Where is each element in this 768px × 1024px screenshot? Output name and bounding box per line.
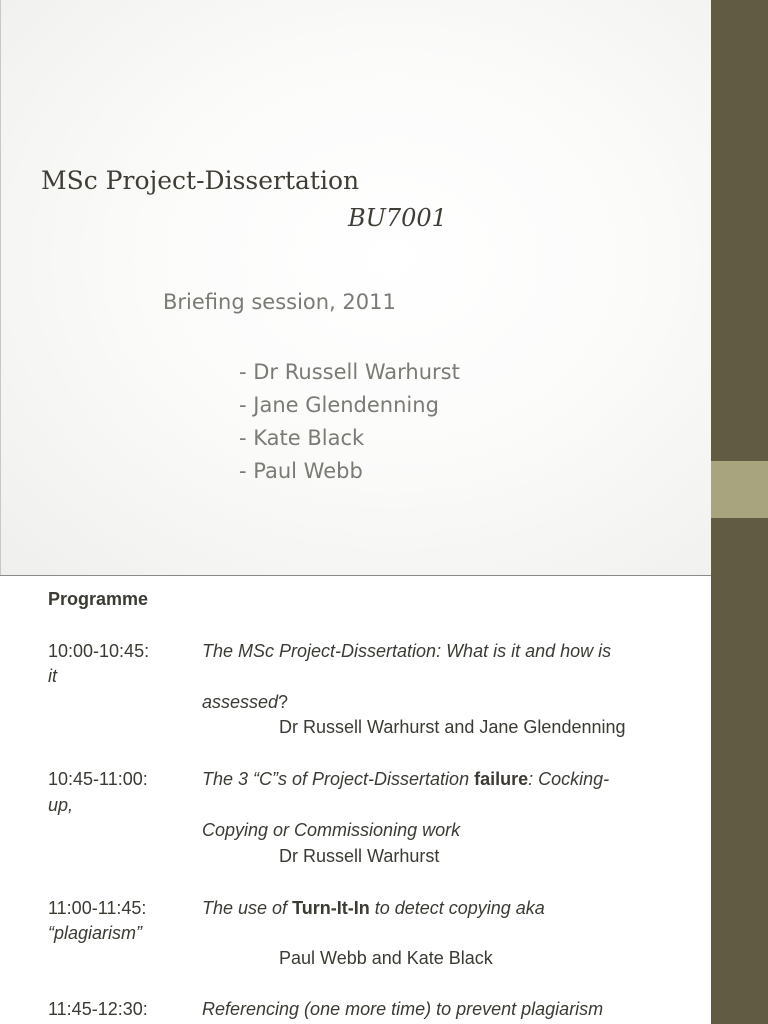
programme-title-cont-text: assessed [202, 692, 279, 712]
programme-time: 11:45-12:30: [48, 999, 148, 1019]
programme-title [202, 897, 545, 919]
programme-presenters: Dr Russell Warhurst and Jane Glendenning [279, 717, 626, 737]
programme-time: 10:00-10:45: [48, 641, 150, 661]
side-decor-accent [711, 461, 768, 518]
course-code: BU7001 [348, 204, 447, 232]
programme-title: The MSc Project-Dissertation: What is it and how is [202, 641, 612, 661]
programme-presenters: Paul Webb and Kate Black [279, 948, 493, 968]
programme-title-post: : Cocking- [528, 769, 610, 789]
programme-presenters: Dr Russell Warhurst [279, 846, 440, 866]
programme-title-pre: The 3 “C”s of Project-Dissertation [202, 769, 475, 789]
programme-title-bold: failure [474, 769, 529, 789]
programme-title-cont: Copying or Commissioning work [202, 820, 461, 840]
programme-title-bold: Turn-It-In [292, 898, 370, 918]
programme-title-pre: The use of [202, 898, 293, 918]
programme-title-post: to detect copying aka [369, 898, 545, 918]
programme-heading: Programme [48, 589, 149, 609]
slide-subtitle: Briefing session, 2011 [163, 290, 396, 314]
programme-title [202, 768, 609, 790]
programme-title-wrap: it [48, 666, 57, 686]
programme-title: Referencing (one more time) to prevent plagiarism [202, 999, 604, 1019]
slide-title: MSc Project-Dissertation [41, 166, 360, 195]
programme-title-cont-tail: ? [278, 692, 289, 712]
presenter-list [239, 356, 460, 488]
programme-time: 10:45-11:00: [48, 769, 148, 789]
presenter-item: - Paul Webb [239, 459, 363, 483]
presenter-item: - Jane Glendenning [239, 393, 439, 417]
programme-title-wrap: “plagiarism” [48, 923, 143, 943]
programme-time: 11:00-11:45: [48, 898, 147, 918]
presenter-item: - Dr Russell Warhurst [239, 360, 460, 384]
programme-title-cont [202, 691, 288, 713]
slide-divider [0, 575, 711, 576]
presenter-item: - Kate Black [239, 426, 365, 450]
programme-title-wrap: up, [48, 795, 74, 815]
